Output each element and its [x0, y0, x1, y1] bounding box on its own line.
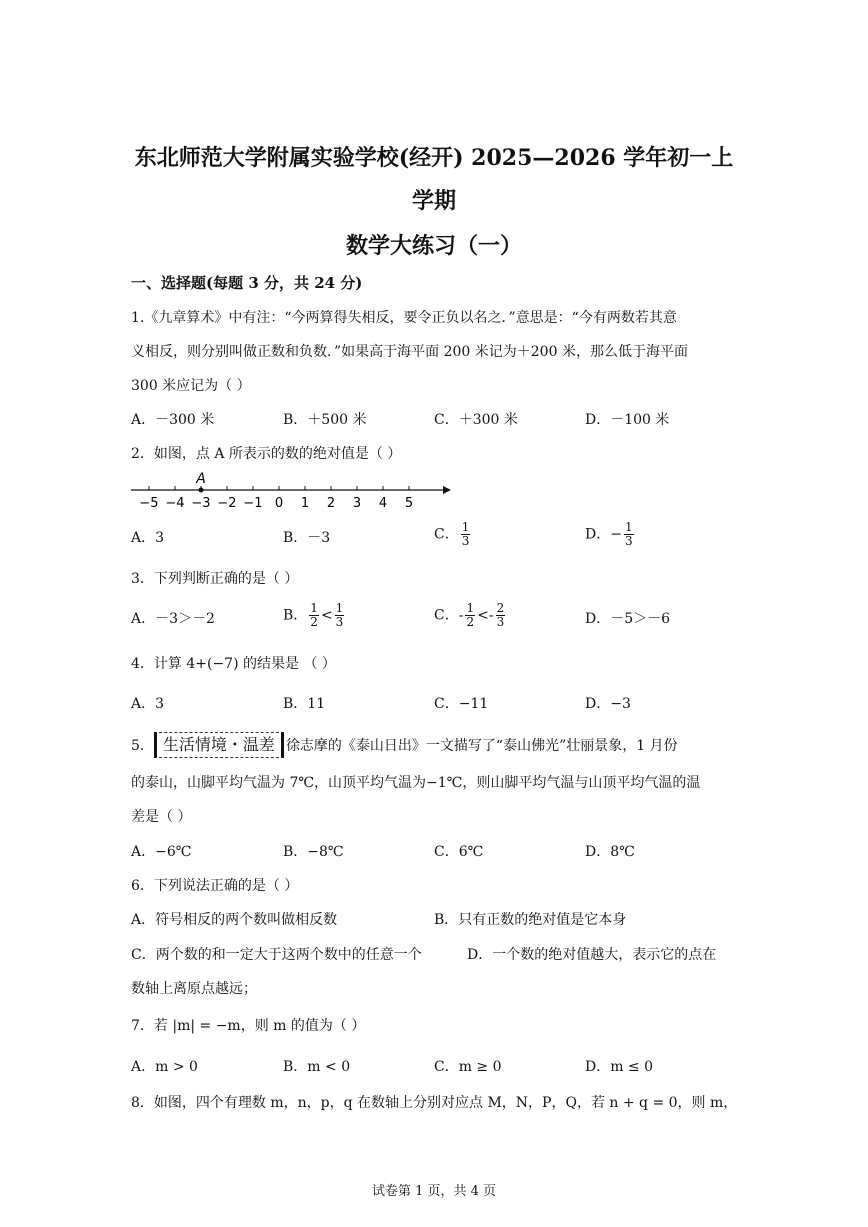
q6-option-b: B．只有正数的绝对值是它本身 — [434, 912, 627, 928]
point-a-label: A — [196, 471, 206, 487]
q1-option-b: B．＋500 米 — [283, 412, 367, 428]
page-footer: 试卷第 1 页，共 4 页 — [371, 1184, 497, 1199]
q5-line1-text: 徐志摩的《泰山日出》一文描写了“泰山佛光”壮丽景象，1 月份 — [285, 738, 678, 754]
number-line-tick-label: −3 — [191, 496, 211, 511]
number-line-tick-label: 2 — [326, 496, 336, 511]
q3-option-b-operator: < — [320, 607, 333, 624]
q5-option-c: C．6℃ — [434, 844, 484, 860]
q1-line2: 义相反，则分别叫做正数和负数．”如果高于海平面 200 米记为＋200 米，那么低于海平面 — [131, 344, 688, 360]
q1-line3: 300 米应记为（ ） — [131, 378, 251, 394]
q6-option-d-line2: 数轴上离原点越远； — [131, 981, 257, 997]
q7-option-d: D．m ≤ 0 — [585, 1059, 654, 1075]
q5-option-d: D．8℃ — [585, 844, 635, 860]
q4-option-b: B．11 — [283, 696, 326, 712]
q3-option-d: D．－5＞－6 — [585, 611, 671, 627]
point-a-dot — [199, 488, 204, 493]
q4-option-c: C．−11 — [434, 696, 489, 712]
q7-stem: 7．若 |m| = −m，则 m 的值为（ ） — [131, 1018, 366, 1034]
q2-option-d-prefix: D．− — [585, 526, 622, 543]
q6-stem: 6．下列说法正确的是（ ） — [131, 878, 299, 894]
section-heading: 一、选择题(每题 3 分，共 24 分) — [131, 274, 363, 292]
number-line-tick-label: −4 — [165, 496, 185, 511]
q5-number: 5． — [131, 738, 154, 754]
q6-option-c: C．两个数的和一定大于这两个数中的任意一个 — [131, 947, 422, 963]
number-line-tick-label: 5 — [404, 496, 414, 511]
q4-stem: 4．计算 4+(−7) 的结果是 （ ） — [131, 656, 336, 672]
q2-option-a: A．3 — [131, 530, 165, 546]
fraction-numerator: 1 — [466, 601, 475, 615]
page-subtitle: 数学大练习（一） — [345, 233, 522, 259]
q3-option-c-prefix: C．- — [434, 607, 464, 624]
fraction-numerator: 1 — [310, 601, 318, 615]
q7-option-b: B．m < 0 — [283, 1059, 351, 1075]
q5-line3: 差是（ ） — [131, 809, 192, 825]
number-line-arrow — [443, 486, 451, 494]
fraction-numerator: 1 — [335, 601, 344, 615]
fraction — [335, 602, 345, 629]
fraction — [461, 521, 471, 548]
q5-line2: 的泰山，山脚平均气温为 7℃，山顶平均气温为−1℃，则山脚平均气温与山顶平均气温的温 — [131, 775, 701, 791]
q3-option-a: A．－3＞－2 — [131, 611, 215, 627]
q2-number-line — [125, 468, 455, 516]
q5-option-a: A．−6℃ — [131, 844, 192, 860]
q4-option-d: D．−3 — [585, 696, 631, 712]
fraction-denominator: 3 — [496, 615, 505, 629]
q1-option-d: D．－100 米 — [585, 412, 670, 428]
number-line-tick-label: −1 — [243, 496, 263, 511]
q6-option-d-line1: D．一个数的绝对值越大，表示它的点在 — [467, 947, 717, 963]
q2-option-c-prefix: C． — [434, 526, 459, 543]
fraction-numerator: 2 — [496, 601, 505, 615]
fraction-numerator: 1 — [461, 520, 470, 534]
q1-line1: 1.《九章算术》中有注：“今两算得失相反，要令正负以名之．”意思是：“今有两数若其意 — [131, 310, 677, 326]
number-line-tick-label: −2 — [217, 496, 237, 511]
q5-line1 — [131, 732, 678, 758]
q4-option-a: A．3 — [131, 696, 165, 712]
q7-option-a: A．m > 0 — [131, 1059, 198, 1075]
q1-option-a: A．－300 米 — [131, 412, 215, 428]
fraction-denominator: 3 — [461, 534, 470, 548]
q3-option-c — [434, 602, 507, 629]
fraction — [465, 602, 475, 629]
fraction-numerator: 1 — [624, 520, 633, 534]
page-title-line2: 学期 — [411, 188, 456, 214]
fraction-denominator: 2 — [466, 615, 475, 629]
q6-option-a: A．符号相反的两个数叫做相反数 — [131, 912, 338, 928]
number-line-tick-label: 4 — [378, 496, 388, 511]
fraction — [496, 602, 506, 629]
fraction-denominator: 3 — [335, 615, 344, 629]
number-line-tick-label: 3 — [352, 496, 362, 511]
q3-stem: 3．下列判断正确的是（ ） — [131, 571, 299, 587]
fraction — [624, 521, 634, 548]
fraction-denominator: 2 — [310, 615, 318, 629]
q5-option-b: B．−8℃ — [283, 844, 344, 860]
q7-option-c: C．m ≥ 0 — [434, 1059, 502, 1075]
q2-stem: 2．如图，点 A 所表示的数的绝对值是（ ） — [131, 446, 402, 462]
q8-stem: 8．如图，四个有理数 m，n，p，q 在数轴上分别对应点 M，N，P，Q，若 n + q = 0，则 m， — [131, 1095, 738, 1111]
number-line-tick-label: 1 — [300, 496, 310, 511]
fraction — [309, 602, 319, 629]
q2-option-b: B．－3 — [283, 530, 331, 546]
page-title-line1: 东北师范大学附属实验学校(经开) 2025—2026 学年初一上 — [134, 145, 734, 171]
q3-option-c-operator: <- — [477, 607, 494, 624]
q3-option-b-prefix: B． — [283, 607, 308, 624]
q2-option-d — [585, 521, 636, 548]
context-tag: 生活情境・温差 — [154, 732, 284, 758]
fraction-denominator: 3 — [624, 534, 633, 548]
number-line-tick-label: 0 — [274, 496, 284, 511]
q1-option-c: C．＋300 米 — [434, 412, 518, 428]
q2-option-c — [434, 521, 472, 548]
number-line-tick-label: −5 — [139, 496, 159, 511]
q3-option-b — [283, 602, 346, 629]
